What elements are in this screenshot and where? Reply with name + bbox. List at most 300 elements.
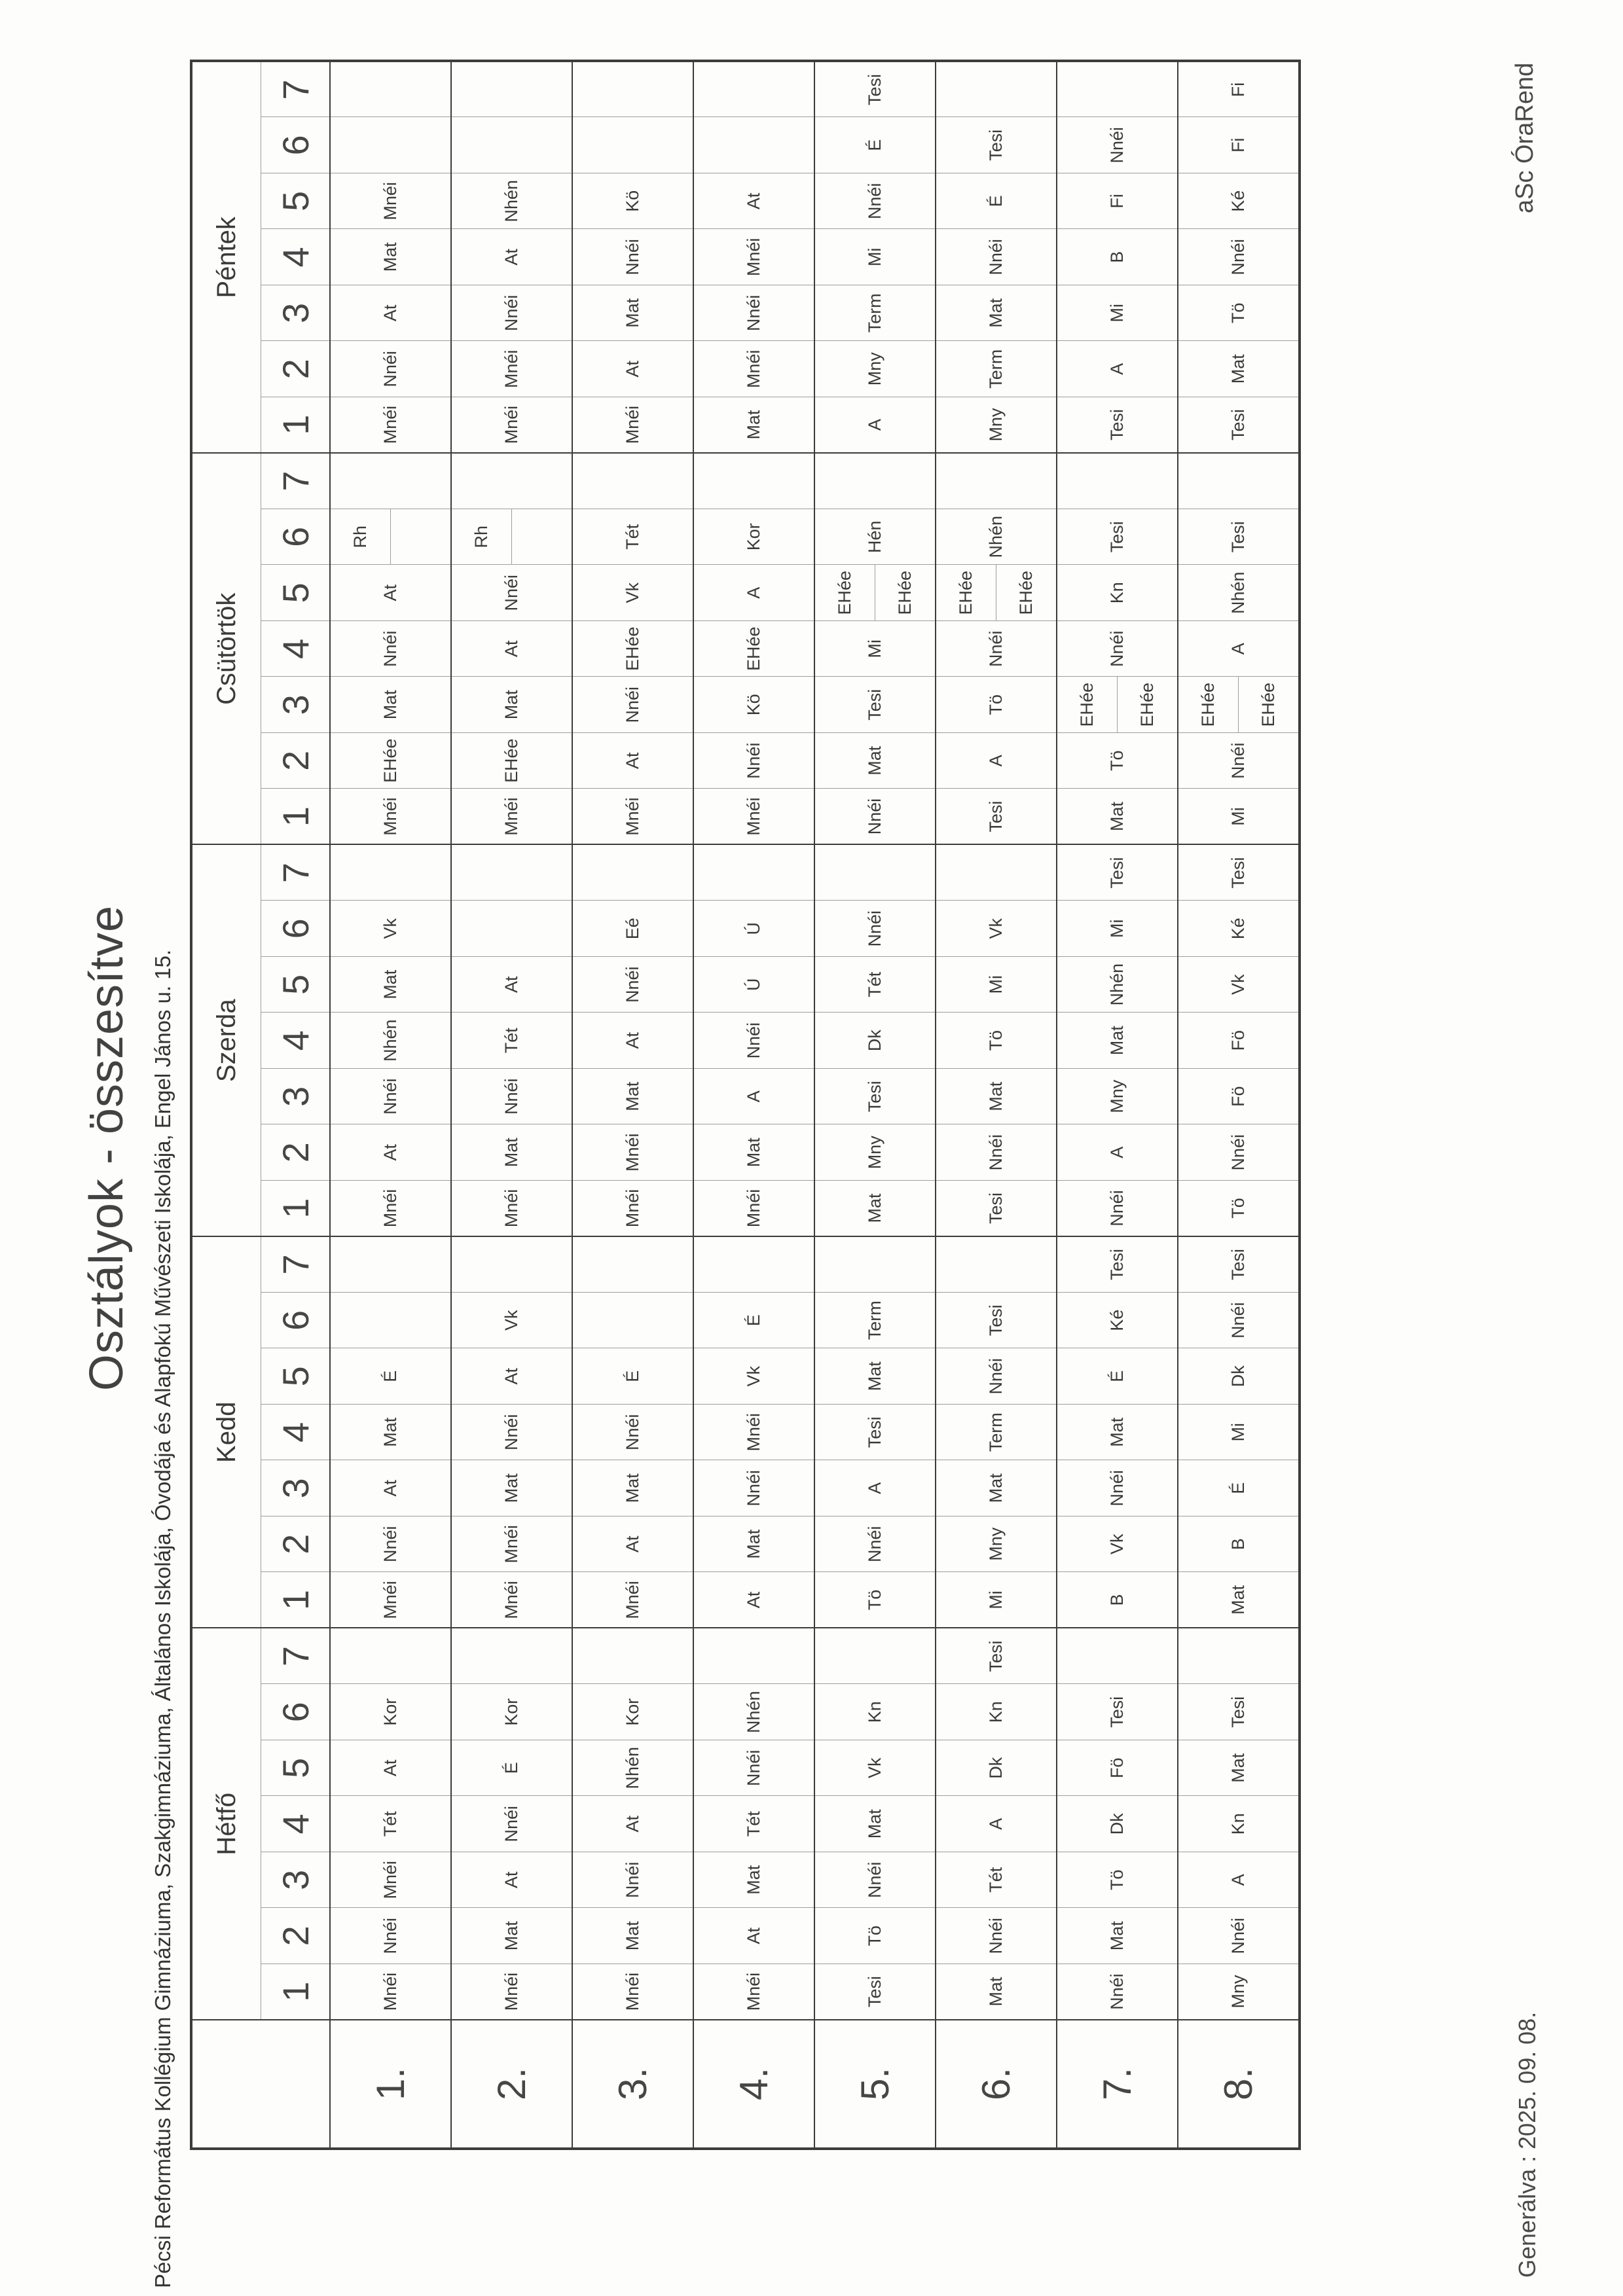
lesson-cell: Nnéi (1057, 1460, 1178, 1516)
lesson-cell: Tesi (814, 1069, 936, 1125)
lesson-cell: Mi (814, 229, 936, 285)
split-lesson-bottom: EHée (1137, 682, 1157, 727)
lesson-cell: Mat (936, 1460, 1057, 1516)
lesson-cell: Nnéi (814, 1516, 936, 1573)
lesson-cell: B (1178, 1516, 1300, 1573)
lesson-cell: Mny (814, 341, 936, 397)
lesson-cell (693, 117, 814, 173)
period-header: 4 (261, 1796, 331, 1852)
lesson-cell: Tö (1057, 1852, 1178, 1909)
day-header: Szerda (191, 845, 261, 1237)
lesson-cell: Mny (936, 397, 1057, 454)
period-header: 1 (261, 789, 331, 845)
lesson-cell: Nnéi (330, 621, 451, 677)
lesson-cell: Mnéi (572, 1181, 693, 1237)
timetable-table (190, 60, 1301, 2151)
lesson-cell: Tesi (1057, 1236, 1178, 1293)
class-label: 6. (936, 2020, 1057, 2149)
lesson-cell: Mat (330, 1405, 451, 1461)
period-header: 5 (261, 957, 331, 1013)
lesson-cell: Nnéi (936, 1348, 1057, 1405)
lesson-cell: Tesi (1057, 845, 1178, 901)
period-header: 6 (261, 1684, 331, 1740)
lesson-cell: Mnéi (572, 1124, 693, 1181)
lesson-cell: Mat (451, 1460, 572, 1516)
lesson-cell: Mat (451, 1908, 572, 1964)
period-header: 7 (261, 1236, 331, 1293)
split-lesson-top: EHée (1178, 677, 1239, 733)
lesson-cell: Mnéi (451, 1964, 572, 2020)
lesson-cell: Mat (693, 1124, 814, 1181)
lesson-cell: Mat (1178, 341, 1300, 397)
lesson-cell: Mnéi (330, 1572, 451, 1628)
lesson-cell: Mnéi (693, 1181, 814, 1237)
lesson-cell (451, 453, 572, 509)
lesson-cell: Nnéi (1057, 1181, 1178, 1237)
lesson-cell: Mat (693, 1516, 814, 1573)
lesson-cell: At (451, 621, 572, 677)
lesson-cell (451, 117, 572, 173)
lesson-cell (814, 565, 936, 621)
split-lesson-bottom: EHée (895, 570, 915, 615)
lesson-cell: Kor (572, 1684, 693, 1740)
lesson-cell (693, 1628, 814, 1685)
lesson-cell: Nnéi (936, 1908, 1057, 1964)
lesson-cell: Tét (451, 1013, 572, 1069)
lesson-cell: Nnéi (936, 1124, 1057, 1181)
lesson-cell: Kor (330, 1684, 451, 1740)
lesson-cell: Nnéi (814, 901, 936, 957)
lesson-cell: Kö (572, 173, 693, 230)
lesson-cell: Tesi (936, 1181, 1057, 1237)
period-header: 4 (261, 1405, 331, 1461)
lesson-cell: É (1057, 1348, 1178, 1405)
lesson-cell (451, 509, 572, 565)
lesson-cell: Mnéi (693, 341, 814, 397)
period-header: 4 (261, 1013, 331, 1069)
lesson-cell: EHée (572, 621, 693, 677)
lesson-cell: Nnéi (451, 1796, 572, 1852)
class-label: 2. (451, 2020, 572, 2149)
split-lesson-top: EHée (815, 565, 875, 621)
lesson-cell: At (451, 1348, 572, 1405)
lesson-cell: EHée (451, 733, 572, 789)
lesson-cell (572, 62, 693, 118)
lesson-cell: Nhén (936, 509, 1057, 565)
lesson-cell (693, 62, 814, 118)
lesson-cell: Fö (1178, 1013, 1300, 1069)
lesson-cell: Mi (1057, 901, 1178, 957)
lesson-cell: A (1178, 621, 1300, 677)
period-header: 2 (261, 1908, 331, 1964)
lesson-cell (451, 845, 572, 901)
lesson-cell: Mnéi (572, 1964, 693, 2020)
lesson-cell: Kor (451, 1684, 572, 1740)
split-lesson-cell (331, 509, 450, 565)
lesson-cell (330, 62, 451, 118)
lesson-cell: Ké (1178, 173, 1300, 230)
period-header: 1 (261, 1572, 331, 1628)
lesson-cell (814, 1628, 936, 1685)
lesson-cell: Tesi (814, 1964, 936, 2020)
lesson-cell (330, 1628, 451, 1685)
lesson-cell (936, 565, 1057, 621)
lesson-cell: Mat (814, 1348, 936, 1405)
period-header: 7 (261, 453, 331, 509)
lesson-cell: Tesi (936, 117, 1057, 173)
lesson-cell: Vk (330, 901, 451, 957)
lesson-cell (936, 1236, 1057, 1293)
lesson-cell: Nnéi (814, 789, 936, 845)
lesson-cell: Mat (693, 397, 814, 454)
lesson-cell: Mat (330, 229, 451, 285)
lesson-cell: At (693, 1908, 814, 1964)
lesson-cell: Nhén (451, 173, 572, 230)
lesson-cell: Tö (1057, 733, 1178, 789)
lesson-cell: Nnéi (572, 957, 693, 1013)
lesson-cell: Kn (936, 1684, 1057, 1740)
lesson-cell: Mat (814, 1181, 936, 1237)
split-lesson-cell (936, 565, 1056, 621)
lesson-cell: Tesi (1178, 845, 1300, 901)
lesson-cell (936, 62, 1057, 118)
lesson-cell: Mny (1057, 1069, 1178, 1125)
lesson-cell (572, 1628, 693, 1685)
period-header: 3 (261, 1852, 331, 1909)
class-label: 4. (693, 2020, 814, 2149)
lesson-cell: Fi (1178, 62, 1300, 118)
split-lesson-bottom (512, 509, 572, 565)
lesson-cell: Kö (693, 677, 814, 733)
split-lesson-top: Rh (331, 509, 391, 565)
lesson-cell: Nnéi (1057, 117, 1178, 173)
lesson-cell (1057, 1628, 1178, 1685)
lesson-cell: At (330, 285, 451, 342)
split-lesson-bottom: EHée (1016, 570, 1036, 615)
lesson-cell: Term (936, 1405, 1057, 1461)
lesson-cell: Mnéi (330, 397, 451, 454)
lesson-cell: Fö (1057, 1740, 1178, 1797)
lesson-cell: É (330, 1348, 451, 1405)
lesson-cell: Tét (693, 1796, 814, 1852)
lesson-cell: Mny (936, 1516, 1057, 1573)
lesson-cell (572, 453, 693, 509)
split-lesson-top: Rh (452, 509, 512, 565)
lesson-cell: Tesi (1057, 1684, 1178, 1740)
day-header: Hétfő (191, 1628, 261, 2020)
lesson-cell: Vk (572, 565, 693, 621)
period-header: 2 (261, 1516, 331, 1573)
lesson-cell: Mi (1057, 285, 1178, 342)
lesson-cell: Mat (1178, 1740, 1300, 1797)
lesson-cell: Tesi (814, 1405, 936, 1461)
lesson-cell: Nnéi (1178, 229, 1300, 285)
lesson-cell: At (330, 1124, 451, 1181)
day-header: Csütörtök (191, 453, 261, 845)
lesson-cell: É (814, 117, 936, 173)
period-header: 5 (261, 565, 331, 621)
lesson-cell: Eé (572, 901, 693, 957)
lesson-cell (572, 845, 693, 901)
lesson-cell: Mi (936, 957, 1057, 1013)
lesson-cell: Nhén (1178, 565, 1300, 621)
lesson-cell: Mnéi (451, 397, 572, 454)
lesson-cell: Mny (1178, 1964, 1300, 2020)
lesson-cell: Fi (1178, 117, 1300, 173)
period-header: 7 (261, 845, 331, 901)
lesson-cell: Nnéi (451, 1405, 572, 1461)
split-lesson-bottom (391, 509, 450, 565)
lesson-cell (572, 1236, 693, 1293)
class-label: 7. (1057, 2020, 1178, 2149)
lesson-cell: A (814, 397, 936, 454)
lesson-cell: Nnéi (572, 229, 693, 285)
lesson-cell: B (1057, 229, 1178, 285)
period-header: 5 (261, 173, 331, 230)
lesson-cell: Nnéi (1178, 733, 1300, 789)
lesson-cell: A (693, 565, 814, 621)
lesson-cell: A (936, 733, 1057, 789)
day-header: Péntek (191, 62, 261, 454)
lesson-cell: Mat (1057, 789, 1178, 845)
lesson-cell: Mi (1178, 789, 1300, 845)
lesson-cell: Nnéi (693, 733, 814, 789)
lesson-cell: Mnéi (693, 1964, 814, 2020)
lesson-cell: Vk (936, 901, 1057, 957)
lesson-cell: A (936, 1796, 1057, 1852)
lesson-cell: Mnéi (693, 1405, 814, 1461)
lesson-cell: Nhén (1057, 957, 1178, 1013)
period-header: 3 (261, 285, 331, 342)
lesson-cell: A (693, 1069, 814, 1125)
lesson-cell: Nnéi (1057, 621, 1178, 677)
lesson-cell: Mny (814, 1124, 936, 1181)
lesson-cell: É (693, 1293, 814, 1349)
lesson-cell: Nnéi (572, 1405, 693, 1461)
lesson-cell: Mi (936, 1572, 1057, 1628)
lesson-cell: Tö (936, 677, 1057, 733)
lesson-cell (572, 117, 693, 173)
class-label: 8. (1178, 2020, 1300, 2149)
lesson-cell: Mat (330, 677, 451, 733)
lesson-cell: Nnéi (936, 621, 1057, 677)
lesson-cell: Mat (936, 285, 1057, 342)
class-label: 3. (572, 2020, 693, 2149)
lesson-cell: Nnéi (1057, 1964, 1178, 2020)
lesson-cell: At (451, 1852, 572, 1909)
lesson-cell: Mat (451, 1124, 572, 1181)
lesson-cell: Mat (451, 677, 572, 733)
class-label: 5. (814, 2020, 936, 2149)
lesson-cell: Mnéi (572, 397, 693, 454)
period-header: 1 (261, 1964, 331, 2020)
lesson-cell (1178, 453, 1300, 509)
lesson-cell: At (330, 1460, 451, 1516)
period-header: 3 (261, 1460, 331, 1516)
lesson-cell: Nnéi (1178, 1124, 1300, 1181)
lesson-cell: Mat (814, 733, 936, 789)
lesson-cell: Mnéi (451, 789, 572, 845)
asc-orarend-brand: aSc ÓraRend (1511, 62, 1539, 213)
lesson-cell: Nnéi (330, 1908, 451, 1964)
period-header: 6 (261, 901, 331, 957)
lesson-cell: Mat (1057, 1908, 1178, 1964)
lesson-cell: Vk (1178, 957, 1300, 1013)
lesson-cell: Tesi (936, 1628, 1057, 1685)
lesson-cell: Mat (572, 1460, 693, 1516)
lesson-cell: Mnéi (572, 789, 693, 845)
lesson-cell (1178, 1628, 1300, 1685)
lesson-cell: Nnéi (814, 173, 936, 230)
lesson-cell (1057, 62, 1178, 118)
lesson-cell: Nnéi (1178, 1908, 1300, 1964)
lesson-cell: Mnéi (451, 1181, 572, 1237)
lesson-cell: Mnéi (693, 789, 814, 845)
lesson-cell: É (451, 1740, 572, 1797)
lesson-cell (330, 509, 451, 565)
period-header: 6 (261, 117, 331, 173)
lesson-cell: Fö (1178, 1069, 1300, 1125)
split-lesson-cell (815, 565, 935, 621)
lesson-cell (814, 845, 936, 901)
lesson-cell: Dk (1057, 1796, 1178, 1852)
lesson-cell: Tö (814, 1572, 936, 1628)
lesson-cell: At (572, 1796, 693, 1852)
lesson-cell: Kn (814, 1684, 936, 1740)
period-header: 1 (261, 397, 331, 454)
period-header: 3 (261, 677, 331, 733)
lesson-cell: Vk (693, 1348, 814, 1405)
lesson-cell: Nnéi (572, 677, 693, 733)
lesson-cell (330, 1293, 451, 1349)
lesson-cell: Tét (572, 509, 693, 565)
lesson-cell (1057, 453, 1178, 509)
lesson-cell: Nnéi (451, 565, 572, 621)
period-header: 5 (261, 1348, 331, 1405)
lesson-cell: Dk (1178, 1348, 1300, 1405)
lesson-cell: A (1178, 1852, 1300, 1909)
split-lesson-top: EHée (936, 565, 996, 621)
lesson-cell: Kor (693, 509, 814, 565)
lesson-cell: Nnéi (330, 1069, 451, 1125)
lesson-cell: Mnéi (330, 1181, 451, 1237)
lesson-cell: Tesi (1178, 1236, 1300, 1293)
lesson-cell: Mat (936, 1964, 1057, 2020)
lesson-cell (936, 845, 1057, 901)
corner-cell (191, 2020, 330, 2149)
period-header: 6 (261, 1293, 331, 1349)
split-lesson-cell (1057, 677, 1177, 733)
lesson-cell: Ú (693, 901, 814, 957)
lesson-cell (451, 1236, 572, 1293)
lesson-cell: Dk (936, 1740, 1057, 1797)
lesson-cell: Tesi (1057, 509, 1178, 565)
lesson-cell: Tesi (1178, 1684, 1300, 1740)
lesson-cell (693, 1236, 814, 1293)
lesson-cell (330, 117, 451, 173)
lesson-cell: Term (814, 285, 936, 342)
lesson-cell: Tét (330, 1796, 451, 1852)
lesson-cell (1178, 677, 1300, 733)
lesson-cell: A (1057, 341, 1178, 397)
lesson-cell: Nnéi (1178, 1293, 1300, 1349)
lesson-cell: Mat (330, 957, 451, 1013)
split-lesson-top: EHée (1057, 677, 1118, 733)
lesson-cell (936, 453, 1057, 509)
page-title: Osztályok - összesítve (81, 905, 133, 1391)
lesson-cell (330, 453, 451, 509)
split-lesson-cell (1178, 677, 1298, 733)
lesson-cell: Ú (693, 957, 814, 1013)
period-header: 5 (261, 1740, 331, 1797)
lesson-cell: Tét (814, 957, 936, 1013)
lesson-cell (693, 845, 814, 901)
lesson-cell: At (693, 1572, 814, 1628)
lesson-cell: Mat (572, 285, 693, 342)
split-lesson-bottom: EHée (1258, 682, 1278, 727)
lesson-cell: Tesi (1178, 509, 1300, 565)
period-header: 4 (261, 621, 331, 677)
lesson-cell: Mat (693, 1852, 814, 1909)
generated-timestamp: Generálva : 2025. 09. 08. (1514, 2011, 1541, 2278)
lesson-cell: Tö (814, 1908, 936, 1964)
class-label: 1. (330, 2020, 451, 2149)
lesson-cell: Mi (1178, 1405, 1300, 1461)
lesson-cell: Vk (1057, 1516, 1178, 1573)
lesson-cell (814, 1236, 936, 1293)
lesson-cell: Nnéi (693, 1013, 814, 1069)
lesson-cell: Mnéi (330, 173, 451, 230)
lesson-cell: É (1178, 1460, 1300, 1516)
period-header: 6 (261, 509, 331, 565)
lesson-cell: Mat (1057, 1405, 1178, 1461)
lesson-cell: Nnéi (693, 1740, 814, 1797)
lesson-cell: Kn (1178, 1796, 1300, 1852)
lesson-cell: Tesi (814, 677, 936, 733)
period-header: 2 (261, 1124, 331, 1181)
period-header: 3 (261, 1069, 331, 1125)
period-header: 7 (261, 1628, 331, 1685)
lesson-cell: Fi (1057, 173, 1178, 230)
lesson-cell: Mnéi (451, 341, 572, 397)
lesson-cell: Hén (814, 509, 936, 565)
lesson-cell: At (330, 1740, 451, 1797)
period-header: 1 (261, 1181, 331, 1237)
lesson-cell (814, 453, 936, 509)
lesson-cell (330, 1236, 451, 1293)
lesson-cell: Tesi (814, 62, 936, 118)
lesson-cell: EHée (330, 733, 451, 789)
split-lesson-cell (452, 509, 572, 565)
lesson-cell (451, 62, 572, 118)
lesson-cell: Term (936, 341, 1057, 397)
lesson-cell: Mnéi (572, 1572, 693, 1628)
lesson-cell: Mat (1057, 1013, 1178, 1069)
lesson-cell: Nnéi (693, 285, 814, 342)
lesson-cell: Kn (1057, 565, 1178, 621)
lesson-cell: Nhén (572, 1740, 693, 1797)
lesson-cell: Vk (814, 1740, 936, 1797)
lesson-cell: Mat (572, 1908, 693, 1964)
lesson-cell: Ké (1178, 901, 1300, 957)
lesson-cell: Dk (814, 1013, 936, 1069)
lesson-cell (572, 1293, 693, 1349)
lesson-cell: Nhén (693, 1684, 814, 1740)
lesson-cell: At (572, 1013, 693, 1069)
lesson-cell: Mat (814, 1796, 936, 1852)
lesson-cell: At (572, 1516, 693, 1573)
lesson-cell: Nnéi (330, 1516, 451, 1573)
